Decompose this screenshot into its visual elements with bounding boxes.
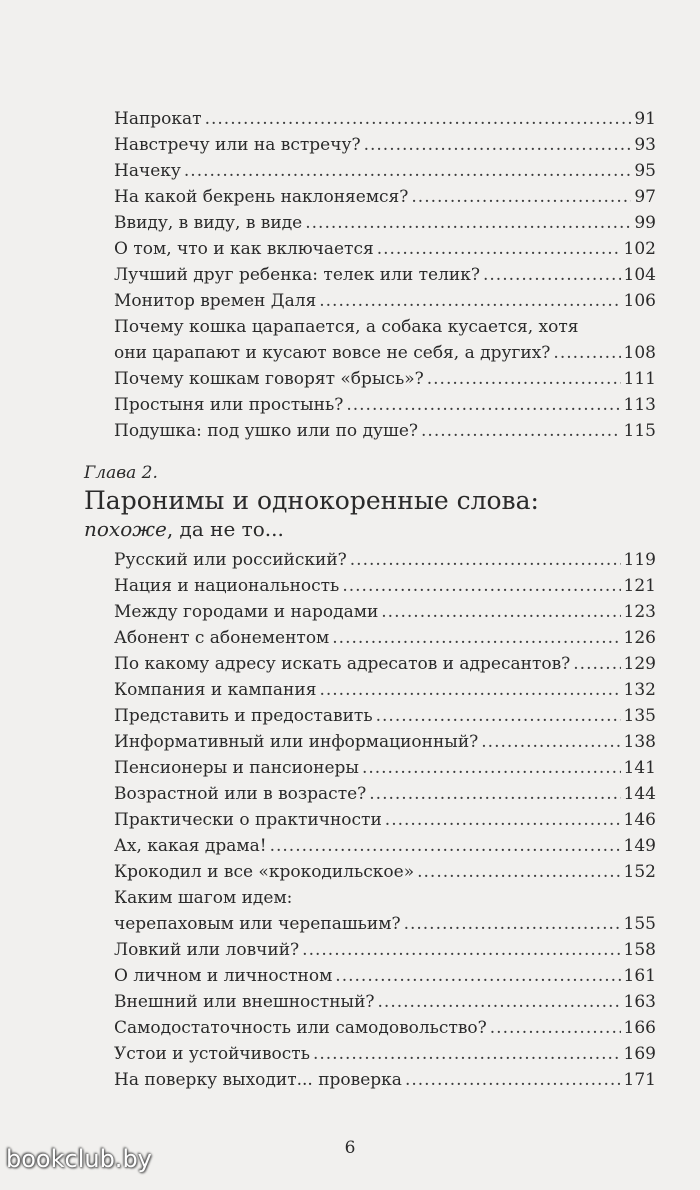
toc-entry[interactable] (114, 366, 656, 392)
toc-entry[interactable] (114, 755, 656, 781)
dot-leader (342, 573, 620, 599)
toc-entry[interactable] (114, 184, 656, 210)
toc-entry-page: 97 (634, 187, 656, 207)
toc-entry-title: Внешний или внешностный? (114, 992, 375, 1012)
toc-entry-title: Представить и предоставить (114, 706, 373, 726)
toc-entry[interactable] (114, 106, 656, 132)
toc-entry-title-line1: Почему кошка царапается, а собака кусается, хотя (114, 317, 579, 337)
toc-entry-title: Информативный или информационный? (114, 732, 479, 752)
toc-entry-page: 99 (634, 213, 656, 233)
dot-leader (573, 651, 620, 677)
dot-leader (319, 288, 620, 314)
toc-entry[interactable] (114, 210, 656, 236)
toc-entry[interactable] (114, 989, 656, 1015)
toc-entry-title: они царапают и кусают вовсе не себя, а других? (114, 343, 551, 363)
toc-entry-page: 169 (623, 1044, 656, 1064)
toc-entry[interactable] (114, 937, 656, 963)
toc-list-part2 (114, 547, 656, 1093)
toc-entry[interactable] (114, 288, 656, 314)
toc-entry-page: 144 (623, 784, 656, 804)
dot-leader (364, 132, 632, 158)
toc-entry-title: Нация и национальность (114, 576, 340, 596)
dot-leader (369, 781, 620, 807)
toc-entry[interactable] (114, 625, 656, 651)
toc-entry-page: 155 (623, 914, 656, 934)
dot-leader (411, 184, 631, 210)
page-number: 6 (344, 1138, 356, 1158)
dot-leader (350, 547, 621, 573)
dot-leader (553, 340, 620, 366)
toc-entry-page: 149 (623, 836, 656, 856)
toc-entry-page: 119 (623, 550, 656, 570)
toc-entry[interactable] (114, 392, 656, 418)
toc-entry-page: 171 (623, 1070, 656, 1090)
dot-leader (378, 989, 621, 1015)
dot-leader (381, 599, 620, 625)
dot-leader (205, 106, 632, 132)
toc-entry[interactable] (114, 807, 656, 833)
toc-entry-title: Пенсионеры и пансионеры (114, 758, 359, 778)
toc-entry[interactable] (114, 651, 656, 677)
dot-leader (335, 963, 620, 989)
toc-entry-page: 108 (623, 343, 656, 363)
toc-entry-page: 166 (623, 1018, 656, 1038)
toc-entry[interactable] (114, 573, 656, 599)
toc-entry[interactable] (114, 1041, 656, 1067)
toc-entry-title: Абонент с абонементом (114, 628, 330, 648)
chapter-heading (84, 462, 664, 542)
chapter-label: Глава 2. (84, 463, 158, 483)
toc-entry-page: 123 (623, 602, 656, 622)
toc-entry[interactable] (114, 599, 656, 625)
toc-entry-title: Русский или российский? (114, 550, 347, 570)
chapter-title: Паронимы и однокоренные слова: (84, 486, 539, 515)
dot-leader (313, 1041, 621, 1067)
toc-entry-title: О личном и личностном (114, 966, 333, 986)
toc-entry-title: Почему кошкам говорят «брысь»? (114, 369, 424, 389)
toc-entry-title: Монитор времен Даля (114, 291, 317, 311)
toc-entry-page: 126 (623, 628, 656, 648)
toc-entry-title: Возрастной или в возрасте? (114, 784, 367, 804)
toc-entry-page: 158 (623, 940, 656, 960)
toc-entry-title: Крокодил и все «крокодильское» (114, 862, 415, 882)
toc-entry-title: На какой бекрень наклоняемся? (114, 187, 409, 207)
toc-entry-page: 115 (623, 421, 656, 441)
chapter-subtitle (84, 516, 664, 542)
toc-entry-page: 121 (623, 576, 656, 596)
dot-leader (184, 158, 631, 184)
dot-leader (376, 703, 621, 729)
toc-entry[interactable] (114, 703, 656, 729)
toc-entry-page: 95 (634, 161, 656, 181)
toc-entry[interactable] (114, 547, 656, 573)
toc-entry[interactable] (114, 859, 656, 885)
toc-entry[interactable] (114, 963, 656, 989)
toc-entry-title: Ловкий или ловчий? (114, 940, 300, 960)
toc-entry-title: Подушка: под ушко или по душе? (114, 421, 419, 441)
toc-entry-page: 91 (634, 109, 656, 129)
toc-entry-line (114, 314, 656, 340)
dot-leader (421, 418, 621, 444)
toc-entry[interactable] (114, 340, 656, 366)
toc-entry[interactable] (114, 132, 656, 158)
toc-entry-title: Напрокат (114, 109, 202, 129)
toc-entry-page: 146 (623, 810, 656, 830)
toc-entry-page: 161 (623, 966, 656, 986)
toc-entry[interactable] (114, 262, 656, 288)
toc-entry-title: Практически о практичности (114, 810, 382, 830)
dot-leader (483, 262, 621, 288)
toc-entry-title: Ввиду, в виду, в виде (114, 213, 303, 233)
dot-leader (405, 1067, 621, 1093)
dot-leader (270, 833, 621, 859)
toc-entry-page: 111 (623, 369, 656, 389)
toc-entry[interactable] (114, 911, 656, 937)
toc-entry-page: 152 (623, 862, 656, 882)
toc-entry-page: 102 (623, 239, 656, 259)
dot-leader (319, 677, 620, 703)
dot-leader (417, 859, 620, 885)
toc-entry-title-line1: Каким шагом идем: (114, 888, 293, 908)
toc-entry-title: Компания и кампания (114, 680, 317, 700)
watermark-logo: bookclub.by (6, 1145, 152, 1173)
dot-leader (404, 911, 621, 937)
toc-entry-page: 106 (623, 291, 656, 311)
toc-entry[interactable] (114, 236, 656, 262)
chapter-subtitle-italic: похоже (84, 517, 167, 541)
toc-entry-title: Самодостаточность или самодовольство? (114, 1018, 487, 1038)
toc-entry[interactable] (114, 158, 656, 184)
toc-entry-title: Лучший друг ребенка: телек или телик? (114, 265, 480, 285)
toc-list-part1 (114, 106, 656, 444)
toc-entry[interactable] (114, 418, 656, 444)
toc-entry-title: Простыня или простынь? (114, 395, 344, 415)
dot-leader (385, 807, 621, 833)
toc-entry[interactable] (114, 1067, 656, 1093)
dot-leader (377, 236, 621, 262)
toc-entry-title: черепаховым или черепашьим? (114, 914, 401, 934)
toc-entry-title: На поверку выходит... проверка (114, 1070, 402, 1090)
toc-entry-page: 132 (623, 680, 656, 700)
toc-entry-line (114, 885, 656, 911)
toc-entry-page: 138 (623, 732, 656, 752)
toc-entry-page: 93 (634, 135, 656, 155)
dot-leader (362, 755, 621, 781)
toc-entry-title: Ах, какая драма! (114, 836, 267, 856)
toc-entry-page: 129 (623, 654, 656, 674)
toc-entry-title: Навстречу или на встречу? (114, 135, 361, 155)
toc-entry[interactable] (114, 781, 656, 807)
dot-leader (490, 1015, 621, 1041)
toc-entry-page: 163 (623, 992, 656, 1012)
toc-entry[interactable] (114, 677, 656, 703)
toc-entry-title: Начеку (114, 161, 181, 181)
chapter-subtitle-rest: , да не то... (166, 517, 284, 541)
dot-leader (481, 729, 620, 755)
toc-entry-title: Между городами и народами (114, 602, 379, 622)
toc-entry[interactable] (114, 833, 656, 859)
toc-entry-page: 104 (623, 265, 656, 285)
toc-entry[interactable] (114, 1015, 656, 1041)
toc-entry[interactable] (114, 729, 656, 755)
dot-leader (305, 210, 631, 236)
dot-leader (346, 392, 620, 418)
toc-entry-title: По какому адресу искать адресатов и адресантов? (114, 654, 571, 674)
dot-leader (427, 366, 621, 392)
dot-leader (302, 937, 620, 963)
toc-entry-page: 135 (623, 706, 656, 726)
toc-entry-page: 113 (623, 395, 656, 415)
dot-leader (332, 625, 620, 651)
toc-entry-title: Устои и устойчивость (114, 1044, 310, 1064)
toc-entry-title: О том, что и как включается (114, 239, 374, 259)
toc-entry-page: 141 (623, 758, 656, 778)
